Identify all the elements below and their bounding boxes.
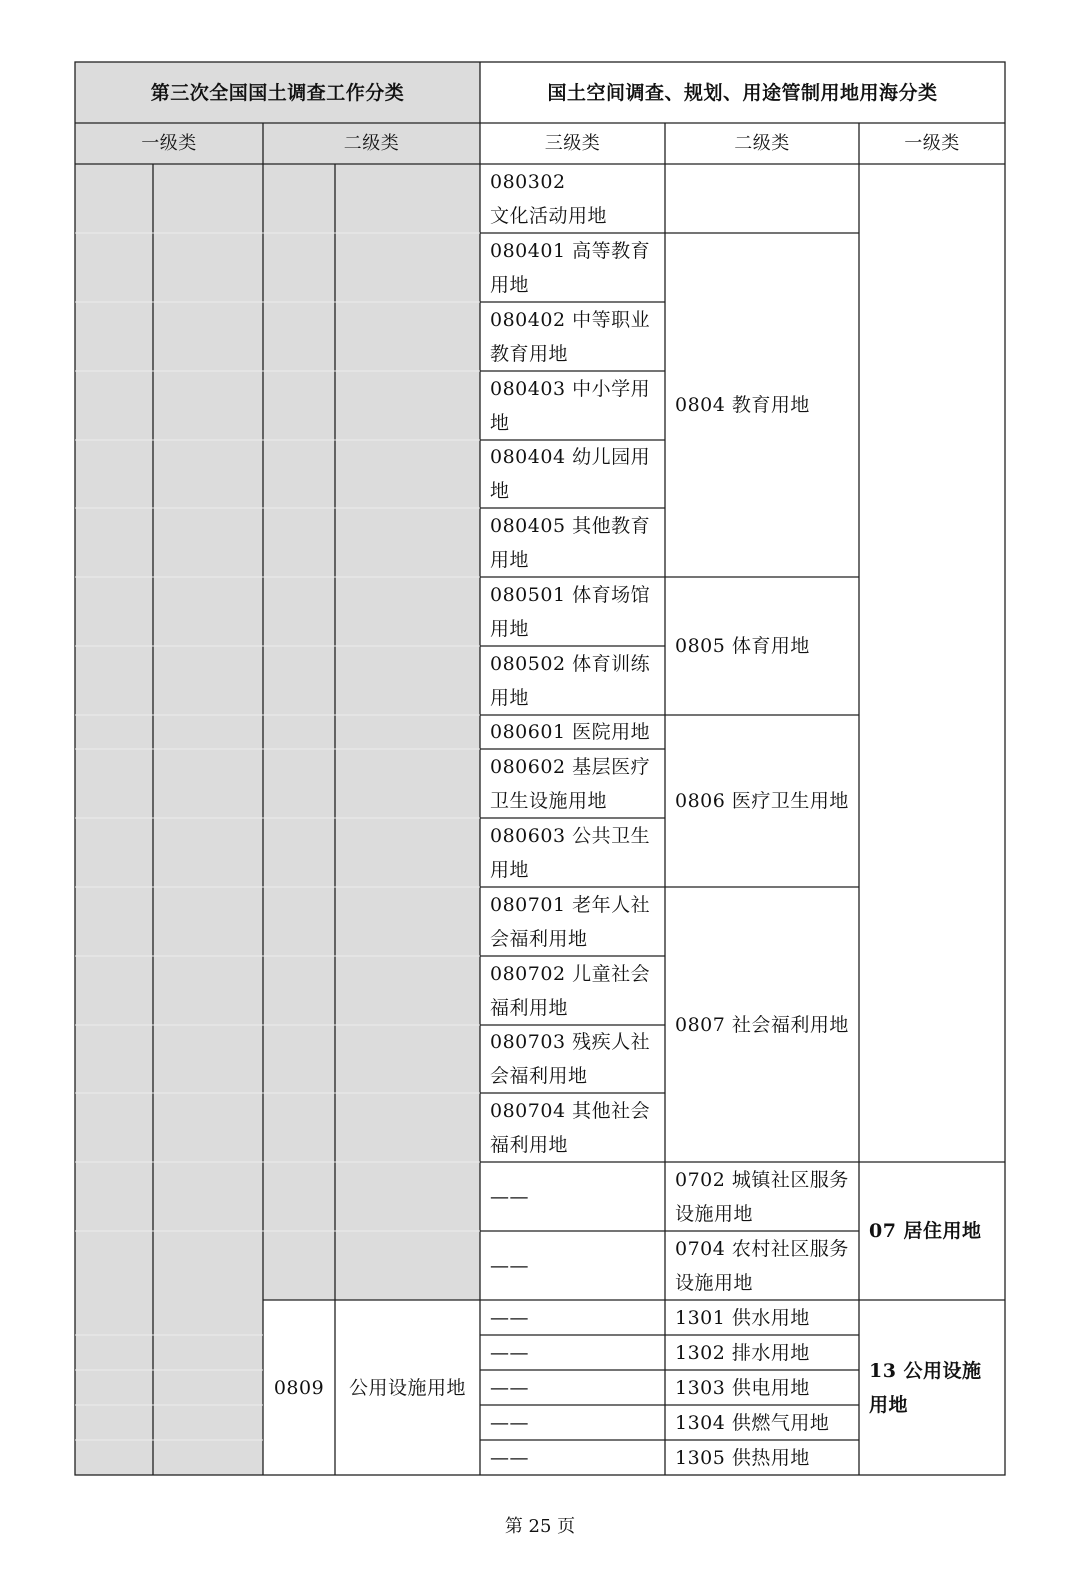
col-header-level3: 三级类	[544, 132, 601, 154]
level2-cell: 1304 供燃气用地	[675, 1411, 830, 1434]
level2-cell: 0704 农村社区服务 设施用地	[675, 1237, 849, 1294]
level2-cell: 0806 医疗卫生用地	[675, 790, 849, 812]
level2-cell: 1302 排水用地	[675, 1341, 810, 1364]
col-header-level2: 二级类	[734, 132, 790, 154]
level3-cell: 080602 基层医疗 卫生设施用地	[490, 755, 651, 812]
page-number: 第 25 页	[504, 1516, 576, 1537]
sandiao-group-code: 0809	[273, 1376, 325, 1399]
level2-cell: 1305 供热用地	[675, 1446, 810, 1469]
level1-cell: 07 居住用地	[869, 1220, 982, 1242]
level3-cell: 080402 中等职业 教育用地	[490, 308, 651, 365]
col-header-sandiao-level1: 一级类	[141, 132, 197, 154]
level2-cell: 0807 社会福利用地	[675, 1013, 849, 1036]
level2-cell: 0702 城镇社区服务 设施用地	[675, 1168, 849, 1225]
level3-cell: 080401 高等教育 用地	[490, 239, 651, 296]
level3-cell: ——	[490, 1185, 529, 1208]
level3-cell: 080601 医院用地	[490, 721, 651, 743]
level3-cell: ——	[490, 1446, 529, 1469]
level3-cell: 080403 中小学用 地	[490, 377, 651, 434]
sandiao-group-name: 公用设施用地	[348, 1376, 466, 1399]
shade-row-hairlines	[75, 233, 480, 1440]
level3-cell: 080603 公共卫生 用地	[490, 824, 651, 881]
level3-cell: ——	[490, 1376, 529, 1399]
level3-cell: 080704 其他社会 福利用地	[490, 1099, 651, 1156]
level2-cell: 0804 教育用地	[675, 394, 810, 416]
level3-cell: ——	[490, 1341, 529, 1364]
level2-cell: 1303 供电用地	[675, 1376, 810, 1399]
header-left-title: 第三次全国国土调查工作分类	[150, 81, 405, 104]
level3-cell: 080302 文化活动用地	[490, 170, 608, 227]
level3-cell: 080701 老年人社 会福利用地	[490, 893, 651, 950]
level3-cell: ——	[490, 1411, 529, 1434]
level2-cell: 1301 供水用地	[675, 1306, 810, 1329]
level3-cell: ——	[490, 1254, 529, 1277]
level3-cell: 080702 儿童社会 福利用地	[490, 962, 651, 1019]
level2-cell: 0805 体育用地	[675, 635, 810, 657]
level3-cell: 080502 体育训练 用地	[490, 652, 651, 709]
level3-cell: 080703 残疾人社 会福利用地	[490, 1031, 651, 1087]
level3-cell: ——	[490, 1306, 529, 1329]
level3-cell: 080404 幼儿园用 地	[490, 446, 651, 502]
level1-cell: 13 公用设施 用地	[869, 1359, 982, 1416]
col-header-sandiao-level2: 二级类	[343, 132, 400, 154]
level3-cell: 080501 体育场馆 用地	[490, 583, 651, 640]
level3-cell: 080405 其他教育 用地	[490, 514, 651, 571]
col-header-level1: 一级类	[904, 132, 960, 154]
header-right-title: 国土空间调查、规划、用途管制用地用海分类	[547, 81, 938, 104]
